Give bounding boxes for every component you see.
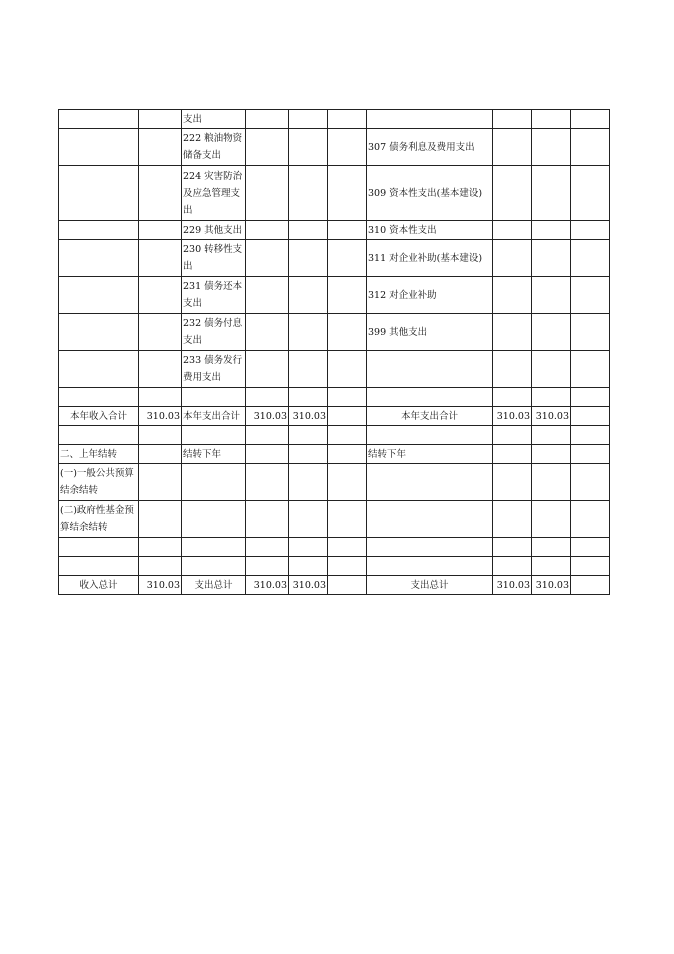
table-row: [59, 351, 610, 388]
table-row: [59, 501, 610, 538]
year-income-total-label: 本年收入合计: [59, 407, 139, 426]
table-row: [59, 314, 610, 351]
grand-econ-total-value: 310.03: [493, 576, 532, 595]
grand-econ-total-value: 310.03: [532, 576, 571, 595]
table-row: [59, 240, 610, 277]
expense-item-cell: 232 债务付息支出: [182, 314, 246, 351]
expense-item-cell: 229 其他支出: [182, 221, 246, 240]
table-row: [59, 426, 610, 445]
gov-fund-carryover-label: (二)政府性基金预算结余结转: [59, 501, 139, 538]
year-econ-total-value: 310.03: [532, 407, 571, 426]
expense-item-cell: 222 粮油物资储备支出: [182, 129, 246, 166]
expense-item-cell: 230 转移性支出: [182, 240, 246, 277]
table-row: [59, 166, 610, 221]
econ-item-cell: 312 对企业补助: [367, 277, 493, 314]
year-expense-total-value: 310.03: [246, 407, 289, 426]
general-budget-carryover-label: (一)一般公共预算结余结转: [59, 464, 139, 501]
expense-item-cell: 支出: [182, 110, 246, 129]
grand-expense-total-label: 支出总计: [182, 576, 246, 595]
year-total-row: [59, 407, 610, 426]
econ-item-cell: 310 资本性支出: [367, 221, 493, 240]
grand-expense-total-value: 310.03: [289, 576, 328, 595]
year-econ-total-label: 本年支出合计: [367, 407, 493, 426]
econ-item-cell: 309 资本性支出(基本建设): [367, 166, 493, 221]
expense-item-cell: 233 债务发行费用支出: [182, 351, 246, 388]
carry-forward-label: 结转下年: [182, 445, 246, 464]
year-expense-total-label: 本年支出合计: [182, 407, 246, 426]
table-row: [59, 538, 610, 557]
year-income-total-value: 310.03: [139, 407, 182, 426]
table-row: [59, 129, 610, 166]
table-row: [59, 464, 610, 501]
econ-item-cell: 399 其他支出: [367, 314, 493, 351]
table-row: [59, 110, 610, 129]
expense-item-cell: 231 债务还本支出: [182, 277, 246, 314]
table-row: [59, 277, 610, 314]
table-row: [59, 221, 610, 240]
grand-total-row: [59, 576, 610, 595]
grand-econ-total-label: 支出总计: [367, 576, 493, 595]
table-row: [59, 388, 610, 407]
table-row: [59, 557, 610, 576]
econ-item-cell: 307 债务利息及费用支出: [367, 129, 493, 166]
grand-income-total-label: 收入总计: [59, 576, 139, 595]
carry-forward-econ-label: 结转下年: [367, 445, 493, 464]
year-econ-total-value: 310.03: [493, 407, 532, 426]
grand-income-total-value: 310.03: [139, 576, 182, 595]
econ-item-cell: 311 对企业补助(基本建设): [367, 240, 493, 277]
carryover-row: [59, 445, 610, 464]
carryover-label: 二、上年结转: [59, 445, 139, 464]
budget-table: [58, 109, 610, 595]
year-expense-total-value: 310.03: [289, 407, 328, 426]
expense-item-cell: 224 灾害防治及应急管理支出: [182, 166, 246, 221]
grand-expense-total-value: 310.03: [246, 576, 289, 595]
